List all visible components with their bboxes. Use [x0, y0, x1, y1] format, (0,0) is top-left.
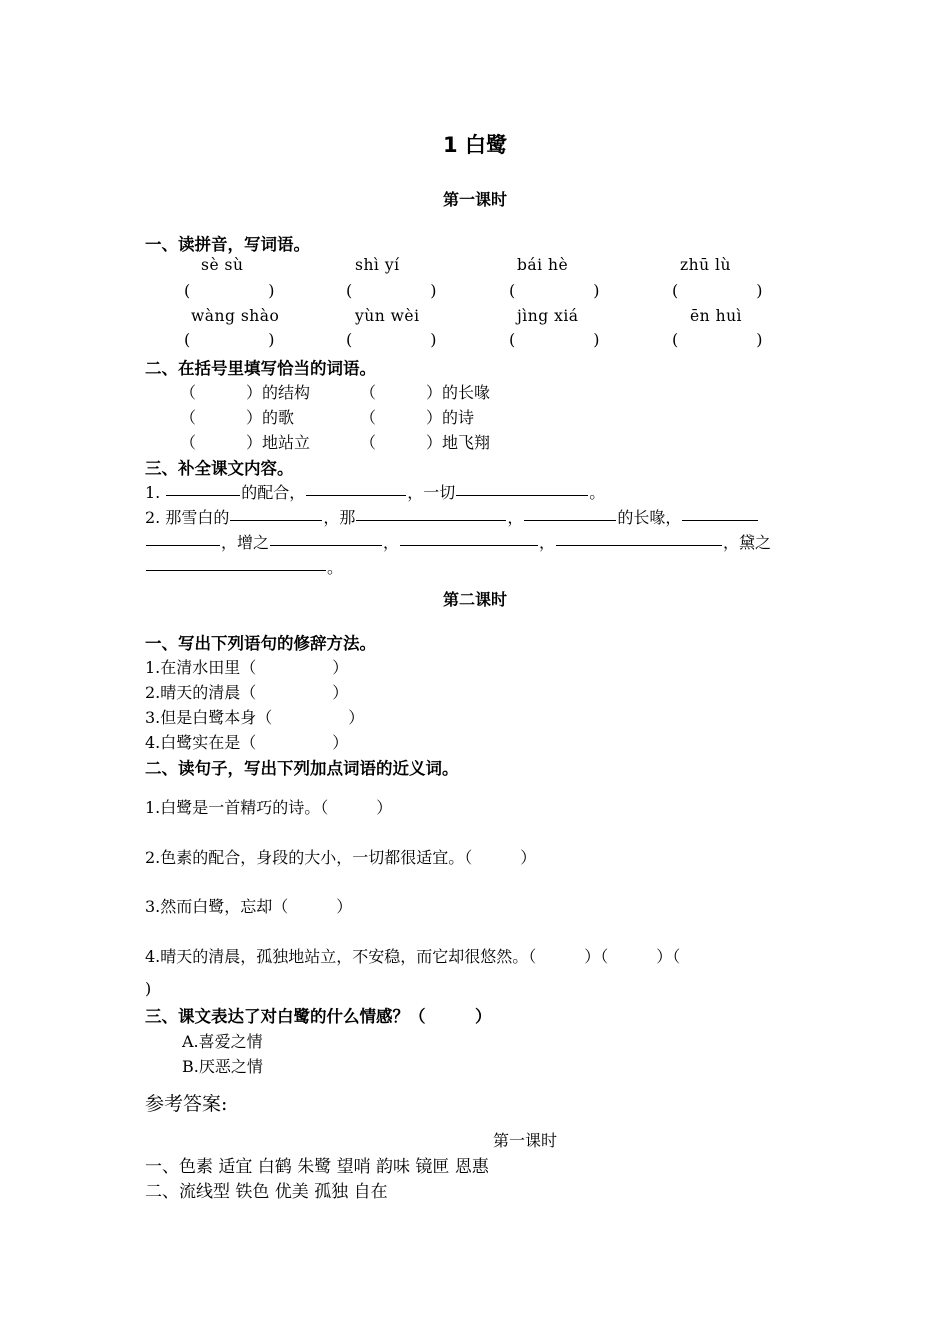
rhetoric-item[interactable]: 3.但是白鹭本身（ ） [145, 708, 365, 727]
answer-box[interactable]: ( ) [672, 330, 763, 349]
pinyin-8: ēn huì [690, 307, 743, 325]
fill-item[interactable]: （ ）的诗 [360, 408, 475, 427]
fill-item[interactable]: （ ）的长喙 [360, 383, 491, 402]
pinyin-5: wàng shào [191, 307, 280, 325]
l2-q3-title: 三、课文表达了对白鹭的什么情感？（ ） [145, 1007, 492, 1026]
fill-item[interactable]: （ ）地站立 [180, 433, 311, 452]
pinyin-3: bái hè [517, 256, 569, 274]
lesson2-heading: 第二课时 [442, 590, 507, 609]
answer-box[interactable]: ( ) [672, 281, 763, 300]
answer-box[interactable]: ( ) [184, 330, 275, 349]
lesson1-heading: 第一课时 [442, 190, 507, 209]
answer-box[interactable]: ( ) [509, 330, 600, 349]
l1-q3-title: 三、补全课文内容。 [145, 459, 294, 478]
fill-line-1[interactable]: 1. 的配合， ，一切 。 [145, 483, 606, 502]
answers-line-1: 一、色素 适宜 白鹤 朱鹭 望哨 韵味 镜匣 恩惠 [145, 1157, 489, 1177]
answers-heading: 参考答案: [145, 1093, 228, 1115]
synonym-item[interactable]: 4.晴天的清晨，孤独地站立，不安稳，而它却很悠然。（ ）（ ）（ [145, 947, 681, 966]
page-title: 1 白鹭 [443, 133, 507, 157]
rhetoric-item[interactable]: 1.在清水田里（ ） [145, 658, 349, 677]
l1-q1-title: 一、读拼音，写词语。 [145, 235, 310, 254]
pinyin-2: shì yí [355, 256, 400, 274]
pinyin-4: zhū lù [680, 256, 731, 274]
answer-box[interactable]: ( ) [346, 330, 437, 349]
synonym-item[interactable]: 1.白鹭是一首精巧的诗。（ ） [145, 798, 393, 817]
pinyin-7: jìng xiá [517, 307, 579, 325]
answer-box[interactable]: ( ) [346, 281, 437, 300]
answers-line-2: 二、流线型 铁色 优美 孤独 自在 [145, 1182, 388, 1202]
synonym-item[interactable]: 2.色素的配合，身段的大小，一切都很适宜。（ ） [145, 848, 537, 867]
answers-lesson1-heading: 第一课时 [492, 1131, 557, 1150]
synonym-item[interactable]: 3.然而白鹭，忘却（ ） [145, 897, 353, 916]
pinyin-1: sè sù [201, 256, 244, 274]
rhetoric-item[interactable]: 2.晴天的清晨（ ） [145, 683, 349, 702]
rhetoric-item[interactable]: 4.白鹭实在是（ ） [145, 733, 349, 752]
l2-q2-title: 二、读句子，写出下列加点词语的近义词。 [145, 759, 459, 778]
fill-line-2[interactable]: 2. 那雪白的 ，那 ， 的长喙， [145, 505, 759, 528]
fill-line-3[interactable]: ，增之 ， ， ，黛之 [145, 530, 771, 553]
option-a[interactable]: A.喜爱之情 [182, 1032, 263, 1051]
l1-q2-title: 二、在括号里填写恰当的词语。 [145, 359, 376, 378]
fill-item[interactable]: （ ）的歌 [180, 408, 295, 427]
synonym-wrap: ) [145, 979, 152, 998]
fill-item[interactable]: （ ）的结构 [180, 383, 311, 402]
fill-item[interactable]: （ ）地飞翔 [360, 433, 491, 452]
fill-line-4[interactable]: 。 [145, 555, 343, 578]
answer-box[interactable]: ( ) [184, 281, 275, 300]
answer-box[interactable]: ( ) [509, 281, 600, 300]
l2-q1-title: 一、写出下列语句的修辞方法。 [145, 634, 376, 653]
pinyin-6: yùn wèi [355, 307, 420, 325]
option-b[interactable]: B.厌恶之情 [182, 1057, 263, 1076]
